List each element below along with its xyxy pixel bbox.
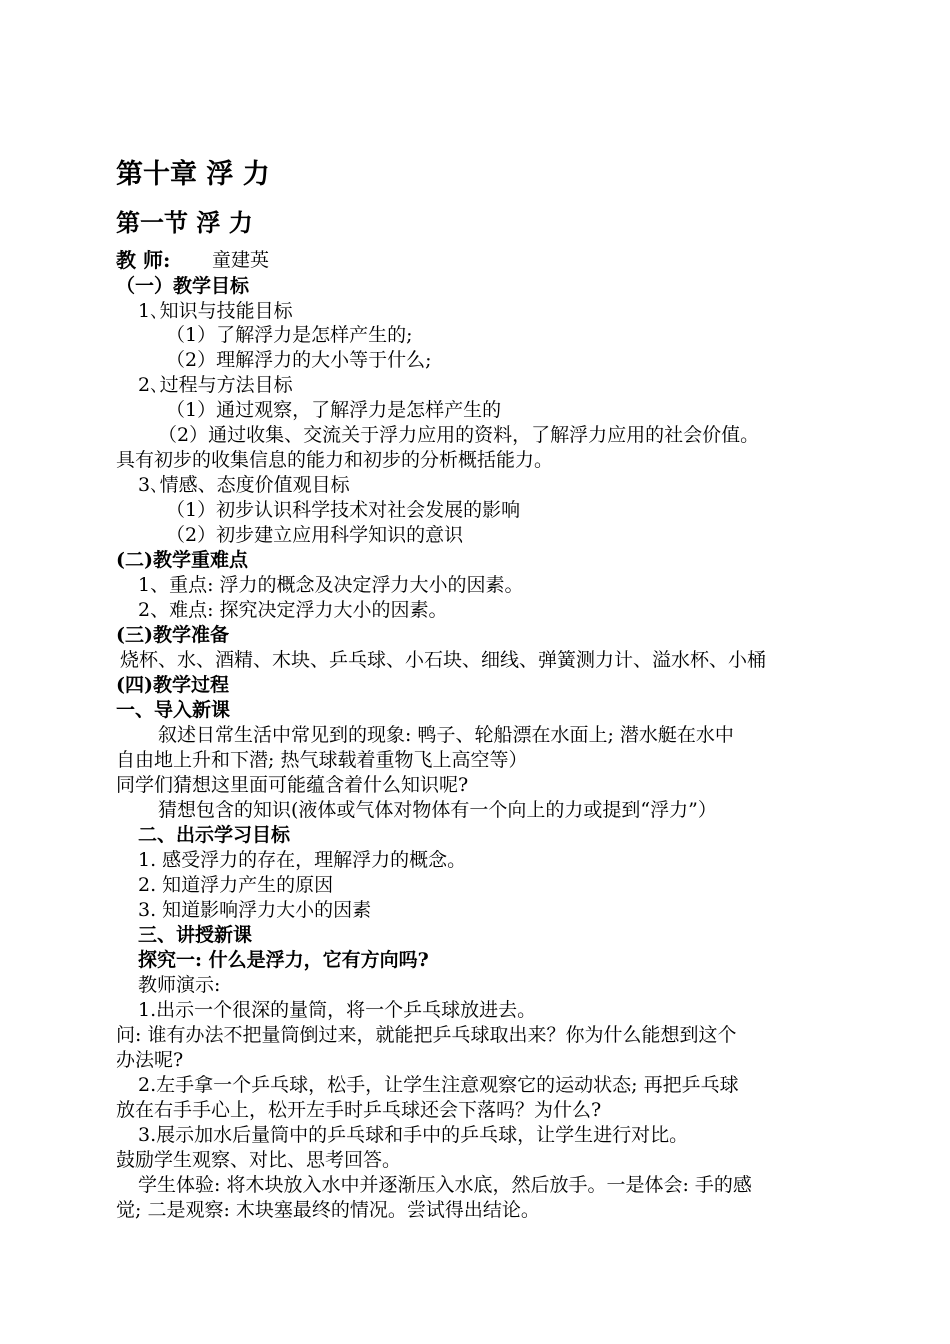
demo2-line1: 2.左手拿一个乒乓球，松手，让学生注意观察它的运动状态; 再把乒乓球 (138, 1074, 739, 1096)
section-title: 第一节 浮 力 (116, 208, 253, 237)
s1-p1-line1: 叙述日常生活中常见到的现象: 鸭子、轮船漂在水面上; 潜水艇在水中 (158, 724, 734, 746)
demo3: 3.展示加水后量筒中的乒乓球和手中的乒乓球，让学生进行对比。 (138, 1124, 689, 1146)
goal1-title: 1､知识与技能目标 (138, 300, 293, 322)
teacher-name: 童建英 (212, 249, 270, 271)
part1-heading: （一）教学目标 (116, 275, 250, 297)
s2-item3: 3. 知道影响浮力大小的因素 (138, 899, 372, 921)
part2-item1: 1、重点: 浮力的概念及决定浮力大小的因素。 (138, 574, 524, 596)
goal3-title: 3､情感、态度价值观目标 (138, 474, 350, 496)
s2-item1: 1. 感受浮力的存在，理解浮力的概念。 (138, 849, 467, 871)
goal2-item1: （1）通过观察，了解浮力是怎样产生的 (166, 399, 502, 421)
s2-heading: 二、出示学习目标 (138, 824, 291, 846)
teacher-label: 教 师: (116, 248, 171, 272)
student-line1: 学生体验: 将木块放入水中并逐渐压入水底，然后放手。一是体会: 手的感 (138, 1174, 752, 1196)
goal1-item1: （1）了解浮力是怎样产生的; (166, 324, 413, 346)
explore1-heading: 探究一: 什么是浮力，它有方向吗? (138, 949, 429, 971)
s1-p1-line2: 自由地上升和下潜; 热气球载着重物飞上高空等） (116, 749, 528, 771)
s1-p3: 猜想包含的知识(液体或气体对物体有一个向上的力或提到“浮力”） (158, 799, 717, 821)
demo1: 1.出示一个很深的量筒，将一个乒乓球放进去。 (138, 999, 537, 1021)
student-line2: 觉; 二是观察: 木块塞最终的情况。尝试得出结论。 (116, 1199, 540, 1221)
goal2-item2-line2: 具有初步的收集信息的能力和初步的分析概括能力。 (116, 449, 554, 471)
q1-line2: 办法呢? (116, 1049, 184, 1071)
goal3-item1: （1）初步认识科学技术对社会发展的影响 (166, 499, 521, 521)
part2-heading: (二)教学重难点 (116, 549, 248, 571)
encourage-text: 鼓励学生观察、对比、思考回答。 (116, 1149, 402, 1171)
materials-list: 烧杯、水、酒精、木块、乒乓球、小石块、细线、弹簧测力计、溢水杯、小桶 (120, 649, 767, 671)
goal2-item2-line1: （2）通过收集、交流关于浮力应用的资料，了解浮力应用的社会价值。 (158, 424, 760, 446)
part2-item2: 2、难点: 探究决定浮力大小的因素。 (138, 599, 448, 621)
demo-label: 教师演示: (138, 974, 221, 996)
demo2-line2: 放在右手手心上，松开左手时乒乓球还会下落吗？为什么? (116, 1099, 602, 1121)
s1-p2: 同学们猜想这里面可能蕴含着什么知识呢? (116, 774, 469, 796)
s3-heading: 三、讲授新课 (138, 924, 253, 946)
teacher-line (116, 248, 840, 273)
q1-line1: 问: 谁有办法不把量筒倒过来，就能把乒乓球取出来？你为什么能想到这个 (116, 1024, 737, 1046)
part3-heading: (三)教学准备 (116, 624, 229, 646)
goal3-item2: （2）初步建立应用科学知识的意识 (166, 524, 464, 546)
s1-heading: 一、导入新课 (116, 699, 231, 721)
s2-item2: 2. 知道浮力产生的原因 (138, 874, 334, 896)
goal1-item2: （2）理解浮力的大小等于什么; (166, 349, 432, 371)
goal2-title: 2､过程与方法目标 (138, 374, 293, 396)
part4-heading: (四)教学过程 (116, 674, 229, 696)
chapter-title: 第十章 浮 力 (116, 159, 270, 190)
